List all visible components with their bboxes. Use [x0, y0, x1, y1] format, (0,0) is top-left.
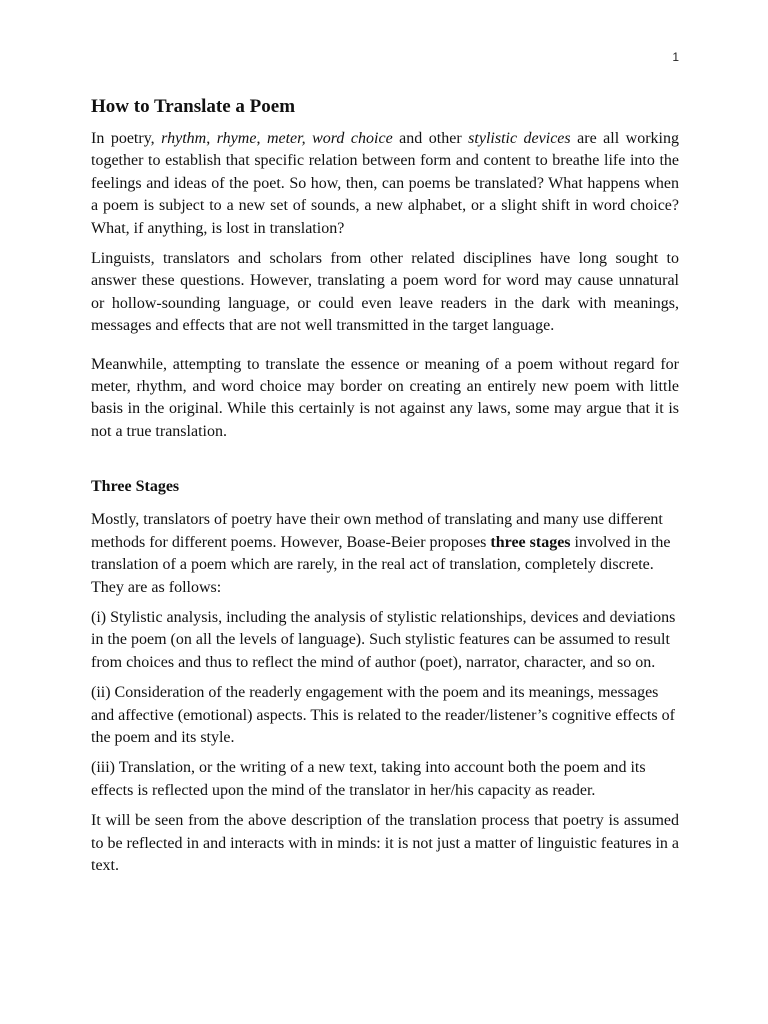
intro-text-4: and other	[392, 130, 469, 147]
paragraph-meanwhile: Meanwhile, attempting to translate the essence or meaning of a poem without regard for meter, rhythm, and word choice may border on creating an entirely new poem with little basis in the original. While this certainly is not against any laws, some may argue that it is not a true translation.	[91, 355, 679, 440]
paragraph-linguists: Linguists, translators and scholars from other related disciplines have long sought to answer these questions. However, translating a poem word for word may cause unnatural or hollow-sounding language, or could even leave readers in the dark with meanings, messages and effects that are not well transmitted in the target language.	[91, 250, 679, 335]
stages-intro-text-1: Mostly, translators of poetry have their own method of translating and many use different methods for different poems. However, Boase-Beier proposes	[91, 511, 663, 551]
section-heading-three-stages: Three Stages	[91, 478, 180, 496]
intro-text-5: are all working together to establish that specific relation between form and content to breathe life into the feelings and ideas of the poet. So how, then, can poems be translated? What happens when a poem is subject to a new set of sounds, a new alphabet, or a slight shift in word choice? What, if anything, is lost in translation?	[91, 130, 680, 237]
stages-intro-paragraph	[91, 509, 679, 599]
intro-italic-rhythm: rhythm	[161, 130, 207, 147]
document-title: How to Translate a Poem	[91, 96, 296, 117]
stage-1-paragraph: (i) Stylistic analysis, including the analysis of stylistic relationships, devices and deviations in the poem (on all the levels of language). Such stylistic features can be assumed to result from choices and thus to reflect the mind of author (poet), narrator, character, and so on.	[91, 608, 676, 671]
stage-2-paragraph: (ii) Consideration of the readerly engagement with the poem and its meanings, messages and affective (emotional) aspects. This is related to the reader/listener’s cognitive effects of the poem and its style.	[91, 684, 675, 746]
intro-text-2: ,	[206, 130, 217, 147]
document-body	[91, 94, 679, 885]
intro-italic-stylistic: stylistic devices	[468, 130, 571, 147]
stage-3-paragraph: (iii) Translation, or the writing of a new text, taking into account both the poem and its effects is reflected upon the mind of the translator in her/his capacity as reader.	[91, 759, 646, 799]
intro-italic-rhyme: rhyme	[216, 130, 257, 147]
stages-intro-text-2: involved in the translation of a poem which are rarely, in the real act of translation, completely discrete. They are as follows:	[91, 533, 671, 596]
intro-text-3: ,	[256, 130, 267, 147]
intro-paragraph	[91, 128, 679, 240]
stages-intro-bold: three stages	[490, 533, 571, 551]
page-number: 1	[672, 50, 679, 64]
intro-text-1: In poetry,	[91, 130, 162, 147]
conclusion-paragraph: It will be seen from the above description of the translation process that poetry is assumed to be reflected in and interacts with in minds: it is not just a matter of linguistic features in a text.	[91, 812, 679, 874]
intro-italic-meter: meter, word choice	[266, 130, 393, 147]
